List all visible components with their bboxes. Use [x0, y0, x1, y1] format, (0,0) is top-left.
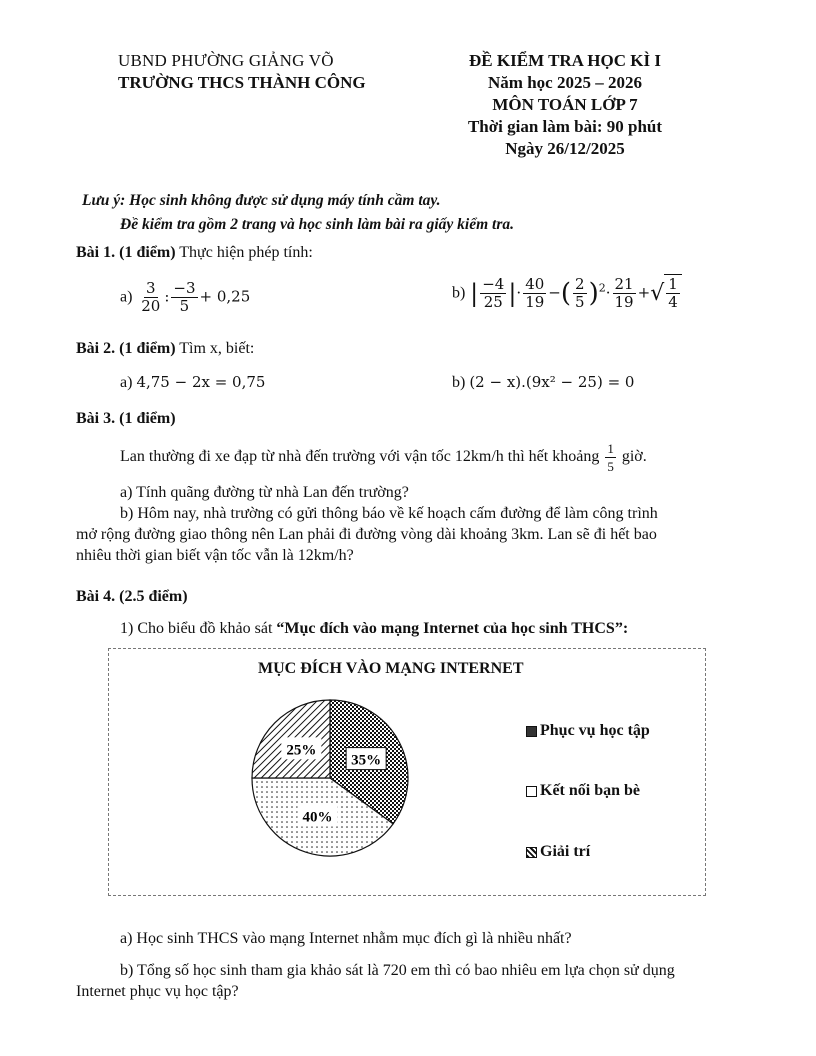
bai1-b: b) | $\frac{-4}{25}$ |· $\frac{40}{19}$ −( $\frac{2}{5}$ )$^2$· $\frac{21}{19}$ +√ $\frac{1}{4}$: [452, 274, 682, 311]
bai2-a: a) 4,75 − 2x = 0,75: [120, 373, 266, 391]
pie-label-entertainment: 25%: [286, 742, 317, 759]
bai4-question-b-line2: Internet phục vụ học tập?: [76, 983, 239, 1000]
bai2-heading: Bài 2. (1 điểm) Tìm x, biết:: [76, 340, 255, 357]
bai3-b-line2: mở rộng đường giao thông nên Lan phải đi đường vòng dài khoảng 3km. Lan sẽ đi hết bao: [76, 526, 657, 543]
bai3-a: a) Tính quãng đường từ nhà Lan đến trường?: [120, 484, 409, 501]
bai3-intro: Lan thường đi xe đạp từ nhà đến trường với vận tốc 12km/h thì hết khoảng $\frac{1}{5}$ giờ.: [120, 441, 647, 474]
bai4-question-b-line1: b) Tổng số học sinh tham gia khảo sát là 720 em thì có bao nhiêu em lựa chọn sử dụng: [120, 962, 675, 979]
bai3-b-line3: nhiêu thời gian biết vận tốc vẫn là 12km/h?: [76, 547, 354, 564]
pie-label-friends: 40%: [302, 809, 333, 826]
bai3-b-line1: b) Hôm nay, nhà trường có gửi thông báo về kế hoạch cấm đường để làm công trình: [120, 505, 658, 522]
ward-name: UBND PHƯỜNG GIẢNG VÕ: [118, 51, 334, 70]
bai4-item1: 1) Cho biểu đồ khảo sát “Mục đích vào mạng Internet của học sinh THCS”:: [120, 620, 629, 637]
school-header: [118, 50, 366, 94]
subject: MÔN TOÁN LỚP 7: [492, 95, 638, 114]
note-line2: Đề kiểm tra gồm 2 trang và học sinh làm bài ra giấy kiểm tra.: [120, 216, 514, 233]
legend-item-entertainment: Giải trí: [526, 843, 590, 861]
note-label: Lưu ý:: [82, 192, 126, 209]
school-name: TRƯỜNG THCS THÀNH CÔNG: [118, 73, 366, 92]
bai3-heading: Bài 3. (1 điểm): [76, 410, 176, 427]
exam-date: Ngày 26/12/2025: [505, 139, 625, 158]
legend-item-study: Phục vụ học tập: [526, 722, 650, 740]
school-year: Năm học 2025 – 2026: [488, 73, 642, 92]
legend-swatch-entertainment: [526, 847, 537, 858]
bai4-question-a: a) Học sinh THCS vào mạng Internet nhằm mục đích gì là nhiều nhất?: [120, 930, 572, 947]
legend-swatch-study: [526, 726, 537, 737]
exam-title: ĐỀ KIỂM TRA HỌC KÌ I: [469, 51, 661, 70]
pie-chart: [200, 690, 440, 890]
exam-header: [440, 50, 690, 160]
chart-title: MỤC ĐÍCH VÀO MẠNG INTERNET: [258, 660, 524, 677]
note-line1: Lưu ý: Học sinh không được sử dụng máy tính cầm tay.: [82, 192, 441, 209]
bai2-b: b) (2 − x).(9x² − 25) = 0: [452, 373, 635, 391]
pie-label-study: 35%: [351, 752, 382, 769]
bai1-heading: Bài 1. (1 điểm) Thực hiện phép tính:: [76, 244, 313, 261]
bai1-a: a) $\frac{3}{20}$ : $\frac{-3}{5}$ + 0,25: [120, 279, 251, 315]
duration: Thời gian làm bài: 90 phút: [467, 117, 663, 136]
legend-swatch-friends: [526, 786, 537, 797]
bai4-heading: Bài 4. (2.5 điểm): [76, 588, 188, 605]
legend-item-friends: Kết nối bạn bè: [526, 782, 640, 800]
